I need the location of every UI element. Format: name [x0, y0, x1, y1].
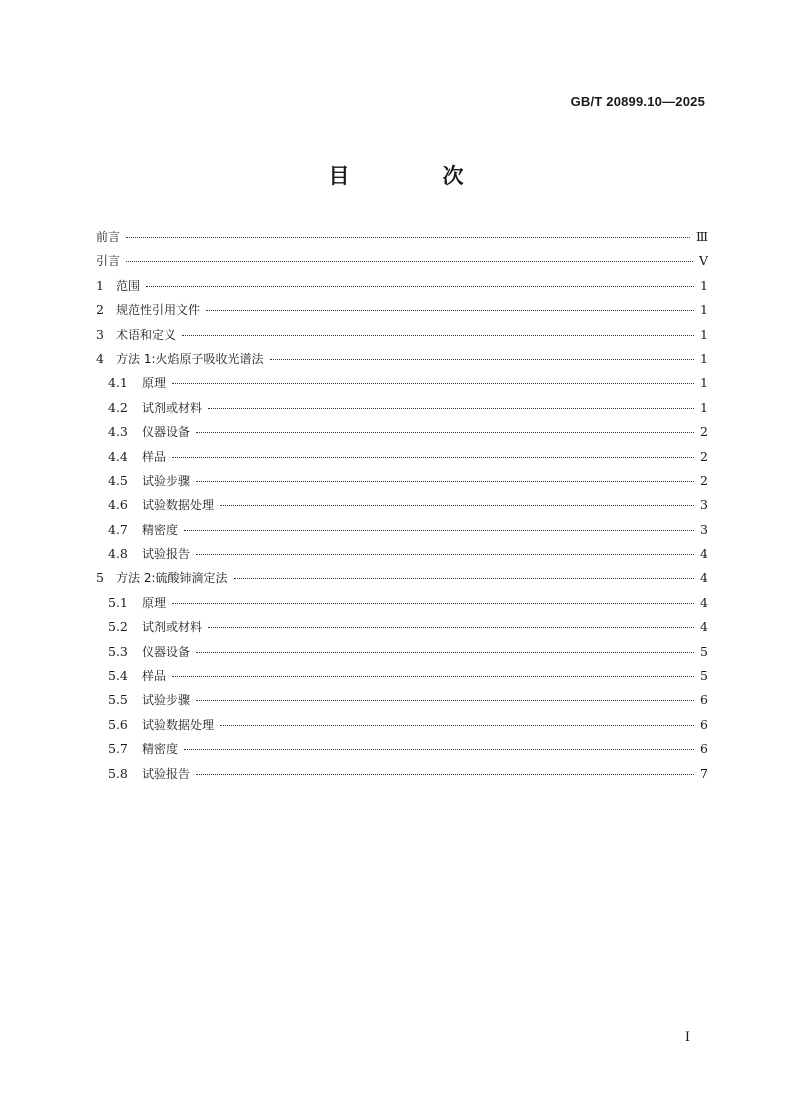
- toc-dot-leader: [172, 603, 694, 604]
- toc-entry-number: 5: [96, 570, 104, 586]
- toc-entry[interactable]: [96, 226, 708, 250]
- toc-dot-leader: [146, 286, 694, 287]
- toc-entry[interactable]: [96, 738, 708, 762]
- toc-dot-leader: [172, 457, 694, 458]
- toc-entry-number: 5.3: [108, 643, 128, 659]
- toc-title: 目 次: [328, 164, 500, 188]
- toc-dot-leader: [206, 310, 694, 311]
- toc-entry-number: 2: [96, 302, 104, 318]
- toc-entry-page: 6: [700, 692, 708, 708]
- toc-entry-number: 5.2: [108, 619, 128, 635]
- toc-entry-page: 1: [700, 326, 708, 342]
- toc-entry-page: 5: [700, 643, 708, 659]
- standard-code: GB/T 20899.10—2025: [570, 94, 705, 109]
- toc-entry-page: 4: [700, 594, 708, 610]
- page-number: Ⅰ: [684, 1030, 690, 1045]
- toc-entry-label: 方法 1:火焰原子吸收光谱法: [116, 351, 264, 366]
- toc-entry-number: 4.5: [108, 472, 128, 488]
- toc-entry-page: 1: [700, 302, 708, 318]
- toc-entry[interactable]: [96, 714, 708, 738]
- toc-entry[interactable]: [96, 397, 708, 421]
- toc-entry-page: Ⅴ: [698, 253, 708, 269]
- toc-dot-leader: [234, 578, 695, 579]
- toc-entry-number: 5.5: [108, 692, 128, 708]
- toc-entry-label: 样品: [142, 449, 167, 464]
- toc-entry-page: 4: [700, 546, 708, 562]
- toc-dot-leader: [196, 432, 694, 433]
- toc-entry-page: Ⅲ: [695, 229, 708, 244]
- toc-entry-label: 试验报告: [142, 766, 191, 781]
- toc-dot-leader: [208, 408, 694, 409]
- toc-dot-leader: [196, 481, 694, 482]
- toc-entry-label: 试剂或材料: [142, 400, 203, 415]
- toc-entry-label: 试验数据处理: [142, 717, 215, 732]
- toc-entry[interactable]: [96, 519, 708, 543]
- toc-dot-leader: [172, 676, 694, 677]
- toc-entry[interactable]: [96, 470, 708, 494]
- toc-entry-number: 3: [96, 326, 104, 342]
- toc-entry-label: 仪器设备: [142, 644, 191, 659]
- toc-entry-page: 1: [700, 350, 708, 366]
- table-of-contents: [96, 226, 708, 787]
- toc-entry[interactable]: [96, 543, 708, 567]
- toc-entry[interactable]: [96, 275, 708, 299]
- toc-entry[interactable]: [96, 763, 708, 787]
- toc-entry[interactable]: [96, 299, 708, 323]
- toc-entry-label: 范围: [116, 278, 141, 293]
- toc-entry-label: 原理: [142, 376, 167, 391]
- toc-entry-number: 1: [96, 277, 104, 293]
- toc-entry-page: 3: [700, 497, 708, 513]
- toc-entry-label: 试验数据处理: [142, 498, 215, 513]
- toc-entry-label: 精密度: [142, 522, 179, 537]
- toc-entry[interactable]: [96, 494, 708, 518]
- toc-entry-page: 2: [700, 424, 708, 440]
- toc-entry-number: 4: [96, 350, 104, 366]
- toc-dot-leader: [270, 359, 695, 360]
- toc-entry-page: 1: [700, 277, 708, 293]
- toc-entry-page: 3: [700, 521, 708, 537]
- toc-entry[interactable]: [96, 324, 708, 348]
- toc-entry-label: 原理: [142, 595, 167, 610]
- toc-entry-page: 1: [700, 399, 708, 415]
- toc-dot-leader: [196, 652, 694, 653]
- toc-dot-leader: [220, 725, 694, 726]
- toc-entry[interactable]: [96, 641, 708, 665]
- toc-entry-label: 方法 2:硫酸铈滴定法: [116, 571, 228, 586]
- toc-entry[interactable]: [96, 616, 708, 640]
- toc-entry-page: 5: [700, 668, 708, 684]
- toc-entry-page: 2: [700, 472, 708, 488]
- toc-entry[interactable]: [96, 592, 708, 616]
- toc-entry-number: 4.4: [108, 448, 128, 464]
- toc-entry-number: 4.3: [108, 424, 128, 440]
- toc-entry-page: 6: [700, 716, 708, 732]
- toc-entry[interactable]: [96, 446, 708, 470]
- toc-entry-number: 4.7: [108, 521, 128, 537]
- toc-entry-label: 术语和定义: [116, 327, 177, 342]
- toc-entry-page: 2: [700, 448, 708, 464]
- toc-entry[interactable]: [96, 348, 708, 372]
- toc-entry-number: 5.1: [108, 594, 128, 610]
- toc-dot-leader: [184, 530, 694, 531]
- toc-dot-leader: [184, 749, 694, 750]
- toc-entry-label: 前言: [96, 230, 121, 244]
- toc-entry-label: 试验步骤: [142, 693, 191, 708]
- toc-entry[interactable]: [96, 250, 708, 274]
- toc-entry[interactable]: [96, 372, 708, 396]
- toc-dot-leader: [220, 505, 694, 506]
- toc-dot-leader: [208, 627, 694, 628]
- toc-entry-page: 4: [700, 619, 708, 635]
- toc-entry-number: 4.8: [108, 546, 128, 562]
- toc-entry-label: 样品: [142, 669, 167, 684]
- toc-entry-label: 仪器设备: [142, 425, 191, 440]
- toc-dot-leader: [126, 261, 693, 262]
- toc-entry-number: 5.6: [108, 716, 128, 732]
- toc-entry-number: 5.7: [108, 741, 128, 757]
- toc-entry-label: 精密度: [142, 742, 179, 757]
- toc-entry-label: 规范性引用文件: [116, 303, 201, 318]
- toc-entry-number: 4.6: [108, 497, 128, 513]
- toc-entry[interactable]: [96, 665, 708, 689]
- toc-entry-page: 4: [700, 570, 708, 586]
- toc-entry[interactable]: [96, 421, 708, 445]
- toc-entry[interactable]: [96, 689, 708, 713]
- toc-entry-page: 6: [700, 741, 708, 757]
- toc-entry[interactable]: [96, 567, 708, 591]
- toc-dot-leader: [196, 700, 694, 701]
- toc-dot-leader: [196, 774, 694, 775]
- toc-entry-label: 试剂或材料: [142, 620, 203, 635]
- toc-dot-leader: [182, 335, 694, 336]
- toc-entry-label: 试验报告: [142, 547, 191, 562]
- toc-entry-label: 引言: [96, 254, 121, 269]
- toc-dot-leader: [126, 237, 690, 238]
- toc-entry-number: 5.4: [108, 668, 128, 684]
- toc-entry-number: 4.1: [108, 375, 128, 391]
- toc-dot-leader: [172, 383, 694, 384]
- toc-entry-label: 试验步骤: [142, 473, 191, 488]
- toc-entry-page: 7: [700, 765, 708, 781]
- toc-entry-number: 4.2: [108, 399, 128, 415]
- toc-entry-page: 1: [700, 375, 708, 391]
- toc-entry-number: 5.8: [108, 765, 128, 781]
- toc-dot-leader: [196, 554, 694, 555]
